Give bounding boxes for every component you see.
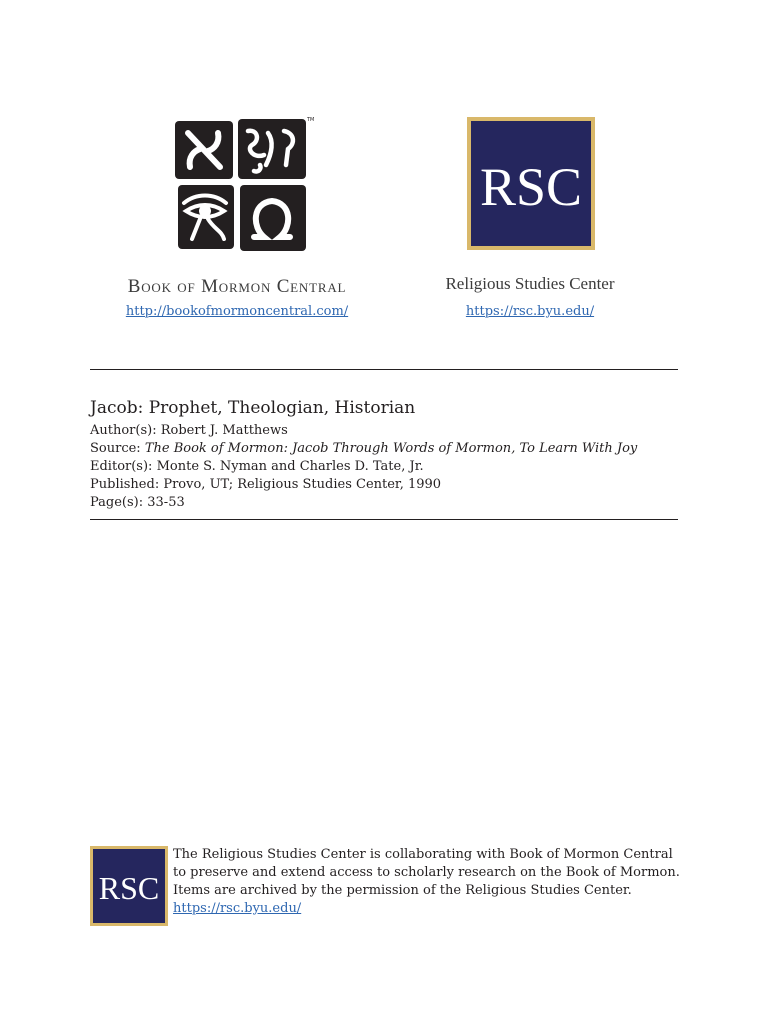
rsc-link-wrap (420, 300, 640, 319)
footer-line-2: to preserve and extend access to scholarly research on the Book of Mormon. (173, 865, 680, 880)
pages-value: 33-53 (147, 495, 185, 510)
divider-bottom (90, 519, 678, 520)
pages-line (90, 494, 185, 512)
rsc-logo-text: RSC (479, 157, 583, 217)
source-label: Source: (90, 441, 141, 456)
bmc-logo (174, 119, 308, 252)
source-line (90, 440, 637, 458)
author-value: Robert J. Matthews (160, 423, 288, 438)
published-label: Published: (90, 477, 160, 492)
footer-line-3: Items are archived by the permission of the Religious Studies Center. (173, 883, 632, 898)
bmc-link-wrap (95, 300, 379, 319)
rsc-footer-logo (90, 846, 168, 926)
editor-line (90, 458, 424, 476)
published-line (90, 476, 441, 494)
footer-text (173, 846, 680, 918)
editor-label: Editor(s): (90, 459, 153, 474)
author-label: Author(s): (90, 423, 157, 438)
footer-url-link[interactable]: https://rsc.byu.edu/ (173, 901, 302, 916)
source-subtitle: , To Learn With Joy (511, 441, 638, 456)
rsc-url-link[interactable]: https://rsc.byu.edu/ (465, 304, 595, 319)
divider-top (90, 369, 678, 370)
source-title: The Book of Mormon: Jacob Through Words of Mormon (144, 441, 512, 456)
published-value: Provo, UT; Religious Studies Center, 1990 (163, 477, 442, 492)
footer-line-1: The Religious Studies Center is collaborating with Book of Mormon Central (173, 847, 673, 862)
article-title: Jacob: Prophet, Theologian, Historian (90, 398, 416, 418)
bmc-glyph-grid-icon (174, 119, 308, 252)
rsc-name: Religious Studies Center (445, 274, 615, 293)
bmc-url-link[interactable]: http://bookofmormoncentral.com/ (125, 304, 349, 319)
editor-value: Monte S. Nyman and Charles D. Tate, Jr. (156, 459, 424, 474)
rsc-footer-logo-text: RSC (98, 870, 160, 906)
trademark-mark: TM (307, 117, 315, 123)
pages-label: Page(s): (90, 495, 144, 510)
bmc-name: Book of Mormon Central (127, 276, 347, 297)
rsc-logo (467, 117, 595, 250)
author-line (90, 422, 288, 440)
